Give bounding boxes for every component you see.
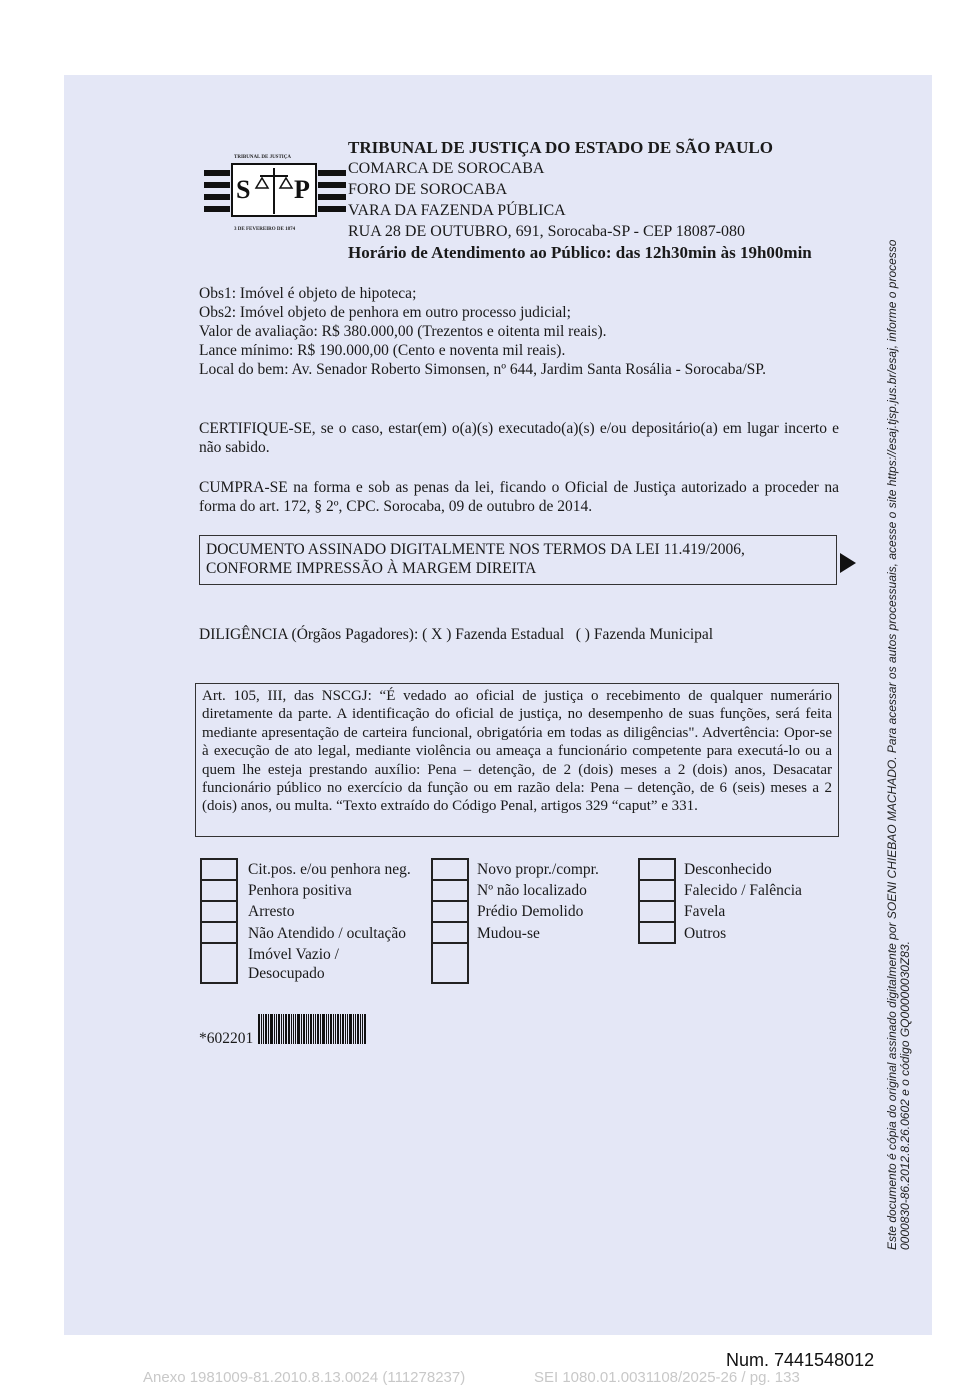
- barcode-bar: [261, 1014, 262, 1044]
- checkbox-column-3: [638, 858, 676, 944]
- barcode-bar: [274, 1014, 275, 1044]
- barcode-bar: [293, 1014, 294, 1044]
- footer-sei: SEI 1080.01.0031108/2025-26 / pg. 133: [534, 1369, 800, 1386]
- checkbox[interactable]: [640, 860, 674, 881]
- barcode-bar: [295, 1014, 296, 1044]
- barcode-bar: [320, 1014, 321, 1044]
- barcode-bar: [333, 1014, 334, 1044]
- barcode-bar: [313, 1014, 314, 1044]
- checkbox[interactable]: [202, 881, 236, 902]
- court-name: TRIBUNAL DE JUSTIÇA DO ESTADO DE SÃO PAULO: [348, 138, 773, 157]
- barcode-bar: [288, 1014, 290, 1044]
- barcode-bar: [362, 1014, 363, 1044]
- barcode-bar: [285, 1014, 287, 1044]
- barcode-bar: [347, 1014, 348, 1044]
- logo-letter-s: S: [236, 175, 251, 204]
- checkbox[interactable]: [433, 902, 467, 923]
- checkbox[interactable]: [202, 860, 236, 881]
- option-label: Arresto: [248, 903, 295, 920]
- signed-box-text: DOCUMENTO ASSINADO DIGITALMENTE NOS TERMOS DA LEI 11.419/2006, CONFORME IMPRESSÃO À MARGEM DIREITA: [206, 541, 745, 577]
- barcode-bar: [315, 1014, 316, 1044]
- barcode-bar: [360, 1014, 361, 1044]
- option-label: Falecido / Falência: [684, 882, 802, 899]
- certifique-paragraph: CERTIFIQUE-SE, se o caso, estar(em) o(a)(s) executado(a)(s) e/ou depositário(a) em lugar incerto e não sabido.: [199, 420, 839, 456]
- checkbox[interactable]: [202, 944, 236, 980]
- arrow-pointer-icon: [840, 553, 856, 573]
- checkbox-column-1: [200, 858, 238, 984]
- barcode-bar: [308, 1014, 309, 1044]
- barcode-bar: [335, 1014, 336, 1044]
- signed-document-box: [199, 535, 837, 585]
- barcode-bar: [330, 1014, 332, 1044]
- barcode-bar: [301, 1014, 302, 1044]
- barcode-bar: [342, 1014, 344, 1044]
- hours: Horário de Atendimento ao Público: das 12h30min às 19h00min: [348, 243, 812, 262]
- barcode-bar: [353, 1014, 354, 1044]
- barcode-bar: [310, 1014, 312, 1044]
- checkbox[interactable]: [433, 881, 467, 902]
- option-label: Mudou-se: [477, 925, 540, 942]
- barcode-bar: [270, 1014, 273, 1044]
- side-note-line: 0000830-86.2012.8.26.0602 e o código GQ00000030Z83.: [898, 941, 912, 1250]
- division: VARA DA FAZENDA PÚBLICA: [348, 202, 566, 219]
- barcode-bar: [355, 1014, 356, 1044]
- checkbox[interactable]: [640, 902, 674, 923]
- checkbox[interactable]: [202, 923, 236, 944]
- option-label: Outros: [684, 925, 727, 942]
- document-number: Num. 7441548012: [726, 1350, 875, 1370]
- checkbox-column-2: [431, 858, 469, 984]
- checkbox[interactable]: [640, 881, 674, 902]
- barcode-bar: [364, 1014, 366, 1044]
- option-label: Imóvel Vazio / Desocupado: [248, 946, 339, 982]
- obs-line: Valor de avaliação: R$ 380.000,00 (Trezentos e oitenta mil reais).: [199, 323, 607, 340]
- barcode-bar: [328, 1014, 329, 1044]
- barcode-bar: [322, 1014, 325, 1044]
- obs-line: Obs1: Imóvel é objeto de hipoteca;: [199, 285, 417, 302]
- district: COMARCA DE SOROCABA: [348, 160, 545, 177]
- side-signature-note: [886, 240, 912, 1250]
- barcode-bar: [340, 1014, 341, 1044]
- barcode-bar: [306, 1014, 307, 1044]
- footer-annex: Anexo 1981009-81.2010.8.13.0024 (111278237): [143, 1369, 466, 1386]
- barcode-bar: [326, 1014, 327, 1044]
- option-label: Favela: [684, 903, 726, 920]
- obs-line: Lance mínimo: R$ 190.000,00 (Cento e noventa mil reais).: [199, 342, 566, 359]
- barcode-text: *602201: [199, 1030, 254, 1047]
- article-box: [195, 683, 839, 837]
- option-label: Desconhecido: [684, 861, 772, 878]
- barcode-icon: [258, 1014, 388, 1044]
- barcode-bar: [317, 1014, 319, 1044]
- option-label: Nº não localizado: [477, 882, 587, 899]
- forum: FORO DE SOROCABA: [348, 181, 508, 198]
- obs-line: Local do bem: Av. Senador Roberto Simonsen, nº 644, Jardim Santa Rosália - Sorocaba/SP.: [199, 361, 767, 378]
- barcode-bar: [297, 1014, 300, 1044]
- cumpra-paragraph: CUMPRA-SE na forma e sob as penas da lei, ficando o Oficial de Justiça autorizado a proceder na forma do art. 172, § 2º, CPC. Sorocaba, 09 de outubro de 2014.: [199, 479, 839, 515]
- barcode-bar: [357, 1014, 359, 1044]
- checkbox[interactable]: [433, 860, 467, 881]
- barcode-bar: [278, 1014, 280, 1044]
- barcode-bar: [303, 1014, 305, 1044]
- barcode-bar: [265, 1014, 267, 1044]
- article-text: Art. 105, III, das NSCGJ: “É vedado ao oficial de justiça o recebimento de qualquer numerário diretamente da parte. A identificação do oficial de justiça, no desempenho de suas funções, será feita mediante apresentação de carteira funcional, obrigatória em todas as diligências". Advertência: Opor-se à execução de ato legal, mediante violência ou ameaça a funcionário competente para executá-lo ou a quem lhe esteja prestando auxílio: Pena – detenção, de 2 (dois) meses a 2 (dois) anos, Desacatar funcionário público no exercício da função ou em razão dela: Pena – detenção, de 6 (seis) meses a 2 (dois) anos, ou multa. “Texto extraído do Código Penal, artigos 329 “caput” e 331.: [202, 688, 832, 815]
- logo-top-text: TRIBUNAL DE JUSTIÇA: [234, 155, 291, 160]
- option-label: Penhora positiva: [248, 882, 352, 899]
- barcode-bar: [263, 1014, 264, 1044]
- checkbox[interactable]: [433, 923, 467, 944]
- barcode-bar: [337, 1014, 339, 1044]
- diligencia-line: DILIGÊNCIA (Órgãos Pagadores): ( X ) Fazenda Estadual ( ) Fazenda Municipal: [199, 626, 714, 643]
- barcode-bar: [276, 1014, 277, 1044]
- option-label: Novo propr./compr.: [477, 861, 599, 878]
- option-label: Prédio Demolido: [477, 903, 584, 920]
- checkbox[interactable]: [433, 944, 467, 980]
- barcode-bar: [268, 1014, 269, 1044]
- checkbox[interactable]: [202, 902, 236, 923]
- barcode-bar: [281, 1014, 282, 1044]
- barcode-bar: [283, 1014, 284, 1044]
- obs-line: Obs2: Imóvel objeto de penhora em outro processo judicial;: [199, 304, 571, 321]
- side-note-line: Este documento é cópia do original assinado digitalmente por SOENI CHIEBAO MACHADO. Para acessar os autos processuais, acesse o site https://esaj.tjsp.jus.br/esaj, informe o processo: [885, 239, 899, 1250]
- barcode-bar: [349, 1014, 352, 1044]
- barcode-bar: [345, 1014, 346, 1044]
- address: RUA 28 DE OUTUBRO, 691, Sorocaba-SP - CEP 18087-080: [348, 223, 746, 240]
- checkbox[interactable]: [640, 923, 674, 944]
- logo-date-text: 3 DE FEVEREIRO DE 1874: [234, 227, 296, 232]
- option-label: Cit.pos. e/ou penhora neg.: [248, 861, 411, 878]
- court-logo: [200, 148, 348, 232]
- barcode-bar: [291, 1014, 292, 1044]
- barcode-bar: [258, 1014, 260, 1044]
- logo-letter-p: P: [294, 175, 310, 204]
- option-label: Não Atendido / ocultação: [248, 925, 406, 942]
